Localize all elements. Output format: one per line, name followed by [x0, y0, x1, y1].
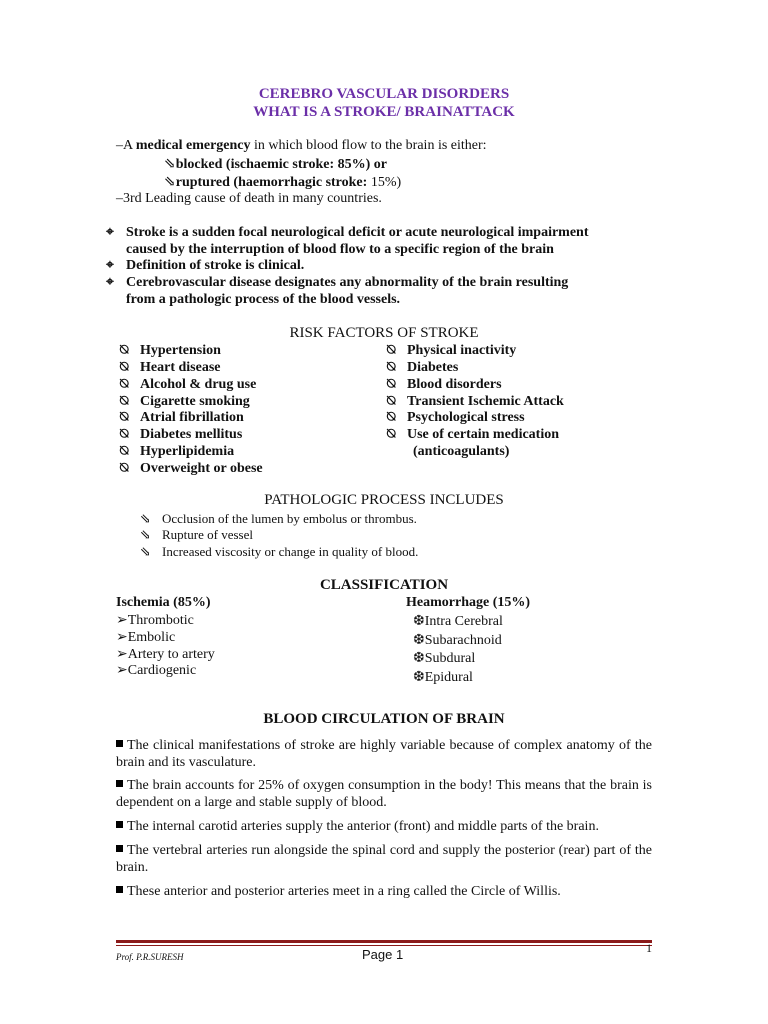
risk-left-3: ⍉ Alcohol & drug use: [120, 377, 257, 392]
haemorrhage-item-2: ❆Subarachnoid: [413, 633, 502, 648]
prohibited-icon: ⍉: [120, 377, 129, 392]
risk-left-8: ⍉ Overweight or obese: [120, 461, 263, 476]
prohibited-icon: ⍉: [120, 427, 129, 442]
ischemia-heading: Ischemia (85%): [116, 595, 211, 610]
risk-left-6: ⍉ Diabetes mellitus: [120, 427, 243, 442]
prohibited-icon: ⍉: [387, 343, 396, 358]
prohibited-icon: ⍉: [387, 377, 396, 392]
circulation-item-2: The brain accounts for 25% of oxygen consumption in the body! This means that the brain is dependent on a large and stable supply of blood.: [116, 778, 652, 810]
risk-right-2: ⍉ Diabetes: [387, 360, 459, 375]
arrowhead-icon: ➢: [116, 630, 128, 645]
crosshair-icon: ⌖: [106, 258, 114, 273]
square-bullet-icon: [116, 845, 123, 852]
prohibited-icon: ⍉: [387, 360, 396, 375]
prohibited-icon: ⍉: [387, 394, 396, 409]
intro-ruptured: ⇘ruptured (haemorrhagic stroke: 15%): [164, 175, 402, 190]
arrow-icon: ⇘: [164, 175, 176, 190]
prohibited-icon: ⍉: [120, 444, 129, 459]
risk-right-5: ⍉ Psychological stress: [387, 410, 525, 425]
prohibited-icon: ⍉: [120, 410, 129, 425]
haemorrhage-item-3: ❆Subdural: [413, 651, 476, 666]
prohibited-icon: ⍉: [120, 343, 129, 358]
snowflake-icon: ❆: [413, 633, 425, 648]
ischemia-item-1: ➢Thrombotic: [116, 613, 194, 628]
risk-left-4: ⍉ Cigarette smoking: [120, 394, 250, 409]
pathologic-heading: PATHOLOGIC PROCESS INCLUDES: [264, 492, 504, 508]
prohibited-icon: ⍉: [120, 461, 129, 476]
definition-item-1-cont: caused by the interruption of blood flow to a specific region of the brain: [126, 242, 554, 257]
ischemia-item-3: ➢Artery to artery: [116, 647, 215, 662]
arrow-icon: ⇘: [140, 511, 151, 526]
circulation-item-4: The vertebral arteries run alongside the spinal cord and supply the posterior (rear) part of the brain.: [116, 843, 652, 875]
document-title: CEREBRO VASCULAR DISORDERS: [258, 86, 510, 102]
ischemia-item-4: ➢Cardiogenic: [116, 663, 197, 678]
square-bullet-icon: [116, 886, 123, 893]
pathologic-item-1: ⇘ Occlusion of the lumen by embolus or thrombus.: [140, 511, 417, 526]
risk-right-6-cont: (anticoagulants): [413, 444, 510, 459]
definition-item-1: ⌖ Stroke is a sudden focal neurological deficit or acute neurological impairment: [106, 225, 589, 240]
risk-right-3: ⍉ Blood disorders: [387, 377, 502, 392]
prohibited-icon: ⍉: [120, 360, 129, 375]
haemorrhage-item-1: ❆Intra Cerebral: [413, 614, 503, 629]
footer-page-label: Page 1: [362, 947, 404, 962]
definition-item-3: ⌖ Cerebrovascular disease designates any abnormality of the brain resulting: [106, 275, 569, 290]
risk-right-6: ⍉ Use of certain medication: [387, 427, 560, 442]
definition-item-3-cont: from a pathologic process of the blood vessels.: [126, 292, 401, 307]
arrowhead-icon: ➢: [116, 663, 128, 678]
footer-rule-thick: [116, 940, 652, 943]
prohibited-icon: ⍉: [387, 410, 396, 425]
risk-left-7: ⍉ Hyperlipidemia: [120, 444, 235, 459]
document-subtitle: WHAT IS A STROKE/ BRAINATTACK: [253, 104, 515, 120]
footer-page-number: 1: [646, 941, 652, 955]
snowflake-icon: ❆: [413, 670, 425, 685]
footer-author: Prof. P.R.SURESH: [116, 952, 184, 962]
arrow-icon: ⇘: [140, 544, 151, 559]
circulation-heading: BLOOD CIRCULATION OF BRAIN: [263, 711, 505, 727]
intro-leading-cause: –3rd Leading cause of death in many countries.: [116, 191, 382, 206]
prohibited-icon: ⍉: [120, 394, 129, 409]
crosshair-icon: ⌖: [106, 225, 114, 240]
circulation-item-3: The internal carotid arteries supply the anterior (front) and middle parts of the brain.: [116, 818, 652, 835]
haemorrhage-heading: Heamorrhage (15%): [406, 595, 531, 610]
crosshair-icon: ⌖: [106, 275, 114, 290]
risk-left-1: ⍉ Hypertension: [120, 343, 221, 358]
intro-blocked: ⇘blocked (ischaemic stroke: 85%) or: [164, 157, 388, 172]
square-bullet-icon: [116, 780, 123, 787]
snowflake-icon: ❆: [413, 651, 425, 666]
snowflake-icon: ❆: [413, 614, 425, 629]
circulation-item-1: The clinical manifestations of stroke are highly variable because of complex anatomy of the brain and its vasculature.: [116, 738, 652, 770]
risk-factors-heading: RISK FACTORS OF STROKE: [289, 325, 479, 341]
arrow-icon: ⇘: [140, 527, 151, 542]
arrowhead-icon: ➢: [116, 613, 128, 628]
circulation-item-5: These anterior and posterior arteries meet in a ring called the Circle of Willis.: [116, 883, 652, 900]
risk-left-5: ⍉ Atrial fibrillation: [120, 410, 244, 425]
arrow-icon: ⇘: [164, 157, 176, 172]
risk-left-2: ⍉ Heart disease: [120, 360, 221, 375]
pathologic-item-2: ⇘ Rupture of vessel: [140, 527, 253, 542]
pathologic-item-3: ⇘ Increased viscosity or change in quality of blood.: [140, 544, 419, 559]
ischemia-item-2: ➢Embolic: [116, 630, 176, 645]
square-bullet-icon: [116, 740, 123, 747]
definition-item-2: ⌖ Definition of stroke is clinical.: [106, 258, 305, 273]
intro-line-1: –A medical emergency in which blood flow to the brain is either:: [116, 138, 487, 153]
risk-right-1: ⍉ Physical inactivity: [387, 343, 517, 358]
haemorrhage-item-4: ❆Epidural: [413, 670, 473, 685]
classification-heading: CLASSIFICATION: [319, 577, 449, 593]
arrowhead-icon: ➢: [116, 647, 128, 662]
square-bullet-icon: [116, 821, 123, 828]
risk-right-4: ⍉ Transient Ischemic Attack: [387, 394, 564, 409]
prohibited-icon: ⍉: [387, 427, 396, 442]
footer-rule-thin: [116, 945, 652, 946]
